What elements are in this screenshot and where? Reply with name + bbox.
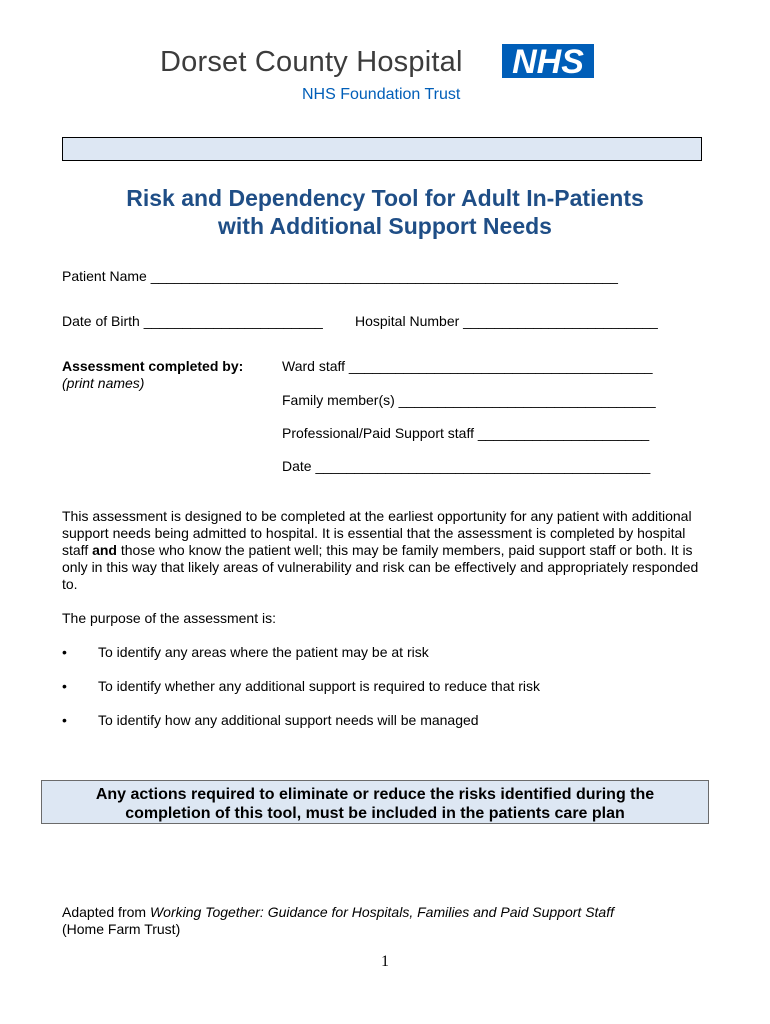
date-field: Date ___________________________________________ bbox=[282, 458, 651, 474]
bullet-icon: • bbox=[62, 678, 67, 694]
document-title-line-1: Risk and Dependency Tool for Adult In-Patients bbox=[126, 185, 644, 211]
organisation-subtitle: NHS Foundation Trust bbox=[302, 86, 461, 103]
ward-staff-field: Ward staff _______________________________________ bbox=[282, 358, 653, 374]
intro-text-part-2: those who know the patient well; this may be family members, paid support staff or both. It is only in this way that likely areas of vulnerability and risk can be effectively and appropriately responded to. bbox=[62, 542, 699, 592]
purpose-bullet-text: To identify how any additional support needs will be managed bbox=[98, 712, 479, 728]
document-title-line-2: with Additional Support Needs bbox=[218, 213, 552, 239]
family-members-field: Family member(s) _________________________________ bbox=[282, 392, 656, 408]
purpose-bullet-text: To identify any areas where the patient may be at risk bbox=[98, 644, 429, 660]
intro-text-bold: and bbox=[92, 542, 117, 558]
notice-line-2: completion of this tool, must be included in the patients care plan bbox=[125, 805, 625, 822]
adapted-prefix: Adapted from bbox=[62, 904, 150, 920]
purpose-bullet-text: To identify whether any additional support is required to reduce that risk bbox=[98, 678, 541, 694]
adapted-from bbox=[62, 904, 614, 920]
bullet-icon: • bbox=[62, 644, 67, 660]
patient-name-field: Patient Name ____________________________________________________________ bbox=[62, 268, 618, 284]
notice-line-1: Any actions required to eliminate or reduce the risks identified during the bbox=[95, 786, 655, 803]
header-box bbox=[62, 137, 702, 161]
date-of-birth-field: Date of Birth _______________________ bbox=[62, 313, 323, 329]
bullet-icon: • bbox=[62, 712, 67, 728]
intro-paragraph bbox=[62, 508, 707, 593]
adapted-source-title: Working Together: Guidance for Hospitals, Families and Paid Support Staff bbox=[149, 904, 614, 920]
print-names-label: (print names) bbox=[62, 375, 145, 391]
intro-text-part-1: This assessment is designed to be completed at the earliest opportunity for any patient with additional support needs being admitted to hospital. It is essential that the assessment is completed by hospital staff bbox=[62, 508, 692, 558]
assessment-completed-label: Assessment completed by: bbox=[62, 358, 244, 374]
purpose-heading: The purpose of the assessment is: bbox=[62, 610, 276, 626]
page-number: 1 bbox=[381, 953, 389, 970]
hospital-number-field: Hospital Number _________________________ bbox=[355, 313, 658, 329]
nhs-logo-text: NHS bbox=[512, 44, 584, 78]
professional-staff-field: Professional/Paid Support staff ______________________ bbox=[282, 425, 650, 441]
nhs-logo bbox=[502, 44, 594, 78]
organisation-name: Dorset County Hospital bbox=[160, 46, 463, 78]
adapted-source-org: (Home Farm Trust) bbox=[62, 921, 181, 937]
care-plan-notice bbox=[41, 780, 709, 824]
